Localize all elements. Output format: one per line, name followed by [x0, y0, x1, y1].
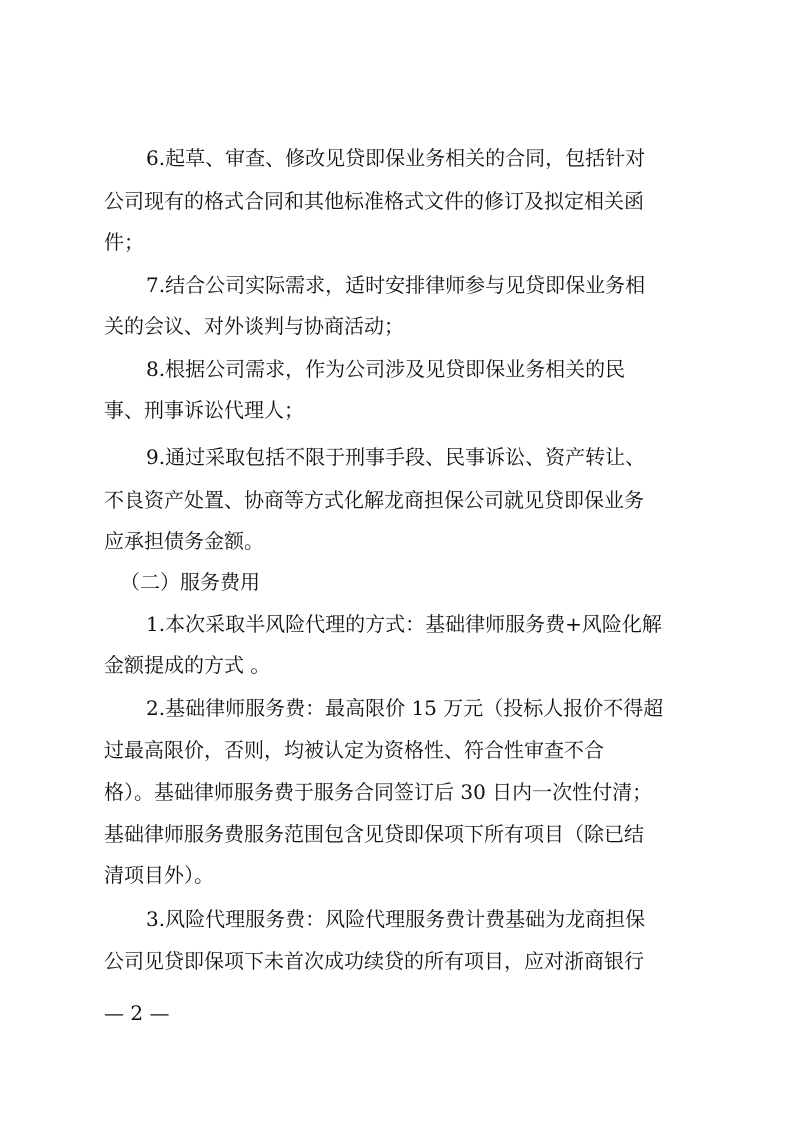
fee-item-1-line-1: 1.本次采取半风险代理的方式：基础律师服务费+风险化解 — [146, 612, 662, 636]
fee-item-2-line-5: 清项目外）。 — [104, 863, 214, 887]
fee-item-2-line-2: 过最高限价，否则，均被认定为资格性、符合性审查不合 — [104, 738, 604, 762]
paragraph-8-line-2: 事、刑事诉讼代理人； — [104, 398, 304, 422]
section-heading-service-fee: （二）服务费用 — [120, 570, 260, 594]
paragraph-9-line-3: 应承担债务金额。 — [104, 529, 264, 553]
paragraph-6-line-3: 件； — [104, 230, 144, 254]
fee-item-2-line-3: 格）。基础律师服务费于服务合同签订后 30 日内一次性付清； — [104, 780, 653, 804]
paragraph-9-line-1: 9.通过采取包括不限于刑事手段、民事诉讼、资产转让、 — [146, 445, 646, 469]
fee-item-3-line-2: 公司见贷即保项下未首次成功续贷的所有项目，应对浙商银行 — [104, 949, 644, 973]
fee-item-3-line-1: 3.风险代理服务费：风险代理服务费计费基础为龙商担保 — [146, 907, 646, 931]
fee-item-2-line-4: 基础律师服务费服务范围包含见贷即保项下所有项目（除已结 — [104, 822, 644, 846]
paragraph-9-line-2: 不良资产处置、协商等方式化解龙商担保公司就见贷即保业务 — [104, 488, 644, 512]
fee-item-2-line-1: 2.基础律师服务费：最高限价 15 万元（投标人报价不得超 — [146, 696, 664, 720]
paragraph-7-line-2: 关的会议、对外谈判与协商活动； — [104, 314, 404, 338]
paragraph-8-line-1: 8.根据公司需求，作为公司涉及见贷即保业务相关的民 — [146, 357, 626, 381]
page-number: — 2 — — [104, 1001, 170, 1025]
paragraph-7-line-1: 7.结合公司实际需求，适时安排律师参与见贷即保业务相 — [146, 273, 646, 297]
fee-item-1-line-2: 金额提成的方式 。 — [104, 653, 271, 677]
paragraph-6-line-2: 公司现有的格式合同和其他标准格式文件的修订及拟定相关函 — [104, 189, 644, 213]
paragraph-6-line-1: 6.起草、审查、修改见贷即保业务相关的合同，包括针对 — [146, 146, 646, 170]
